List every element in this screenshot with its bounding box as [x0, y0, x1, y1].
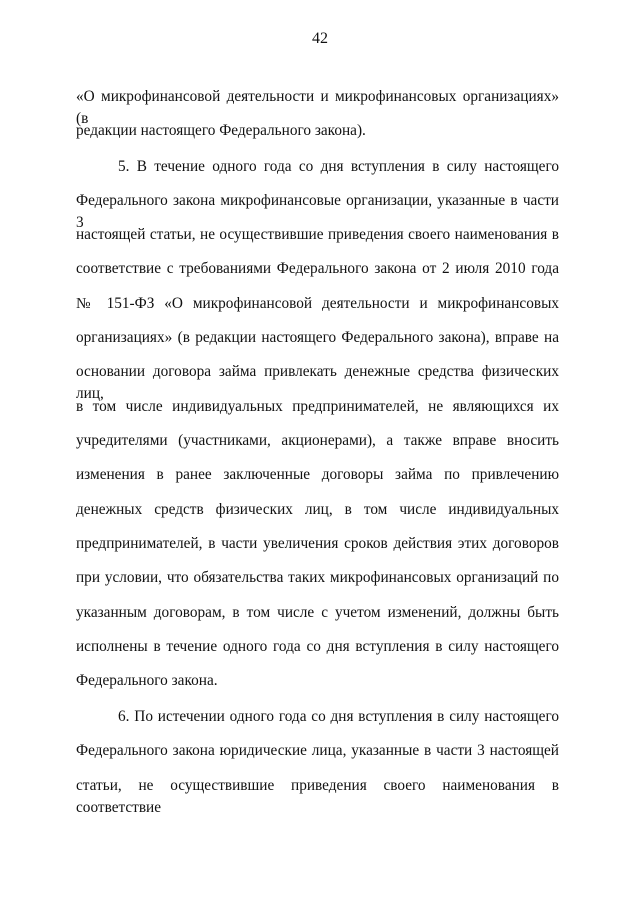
text-line: организациях» (в редакции настоящего Федерального закона), вправе на: [76, 329, 559, 346]
text-line: 6. По истечении одного года со дня вступления в силу настоящего: [118, 708, 559, 725]
text-line: предпринимателей, в части увеличения сроков действия этих договоров: [76, 535, 559, 552]
text-line: изменения в ранее заключенные договоры займа по привлечению: [76, 466, 559, 483]
text-line: Федерального закона.: [76, 672, 218, 689]
text-line: соответствие с требованиями Федерального закона от 2 июля 2010 года: [76, 260, 559, 277]
text-line: при условии, что обязательства таких микрофинансовых организаций по: [76, 569, 559, 586]
text-line: Федерального закона юридические лица, указанные в части 3 настоящей: [76, 742, 559, 759]
text-line: 5. В течение одного года со дня вступления в силу настоящего: [118, 158, 559, 175]
text-line: указанным договорам, в том числе с учетом изменений, должны быть: [76, 604, 559, 621]
text-line: в том числе индивидуальных предпринимателей, не являющихся их: [76, 398, 559, 415]
text-line: редакции настоящего Федерального закона).: [76, 122, 366, 139]
text-line: основании договора займа привлекать денежные средства физических лиц,: [76, 363, 559, 402]
text-line: Федерального закона микрофинансовые организации, указанные в части 3: [76, 192, 559, 231]
text-line: денежных средств физических лиц, в том числе индивидуальных: [76, 501, 559, 518]
text-line: настоящей статьи, не осуществившие приведения своего наименования в: [76, 226, 559, 243]
text-line: статьи, не осуществившие приведения своего наименования в соответствие: [76, 777, 559, 816]
text-line: исполнены в течение одного года со дня вступления в силу настоящего: [76, 638, 559, 655]
text-line: учредителями (участниками, акционерами), а также вправе вносить: [76, 432, 559, 449]
text-line: «О микрофинансовой деятельности и микрофинансовых организациях» (в: [76, 88, 559, 127]
page-number: 42: [312, 30, 328, 47]
text-line: № 151-ФЗ «О микрофинансовой деятельности и микрофинансовых: [76, 295, 559, 312]
